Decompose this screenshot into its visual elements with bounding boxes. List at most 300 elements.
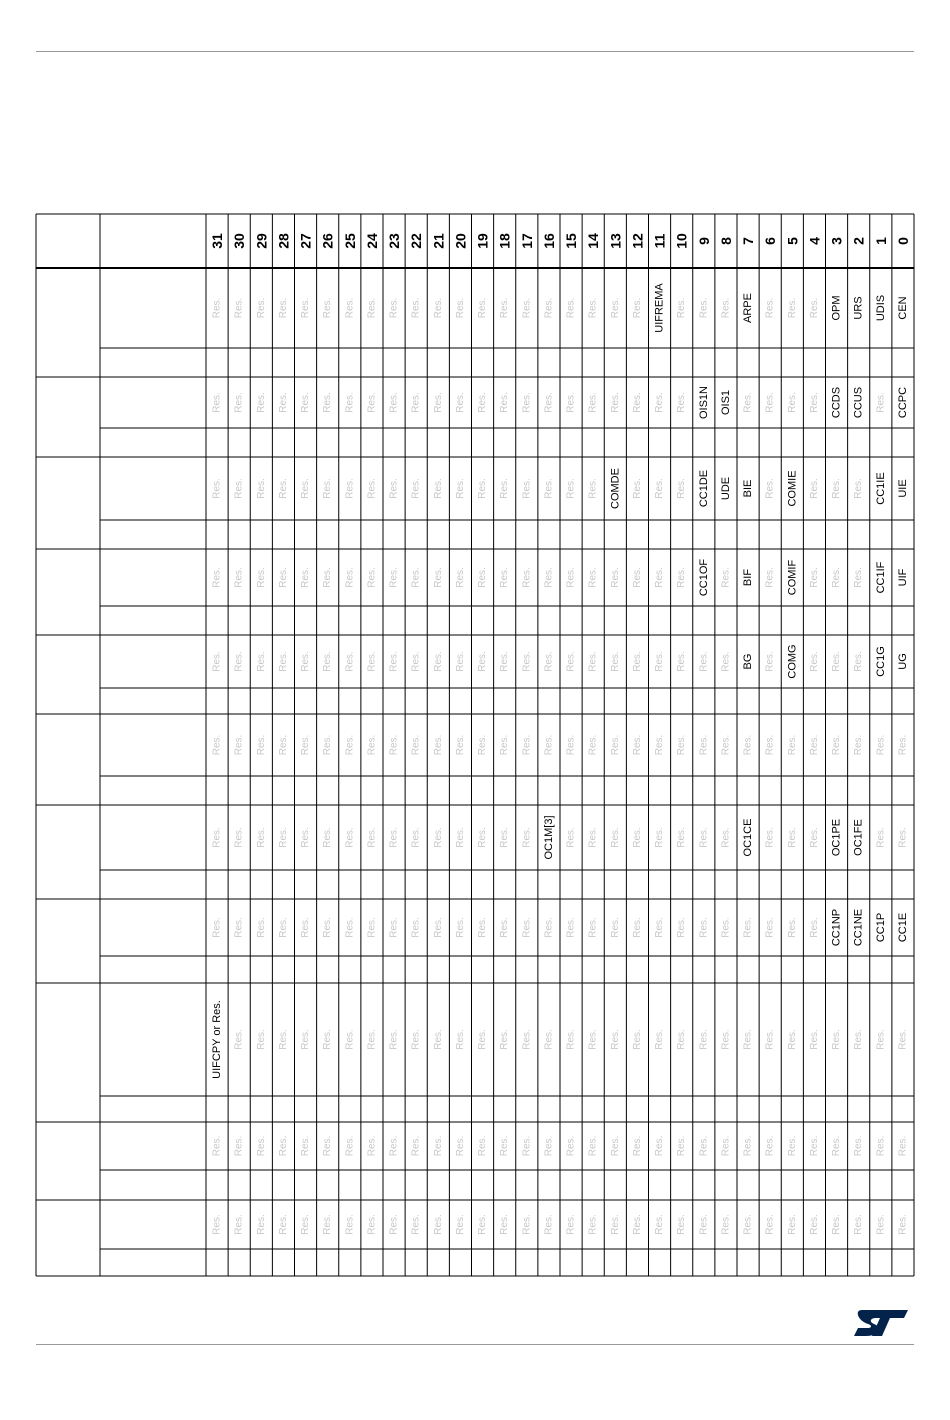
- reserved-label: Res.: [410, 567, 422, 588]
- reserved-label: Res.: [521, 478, 533, 499]
- reserved-label: Res.: [720, 917, 732, 938]
- reserved-label: Res.: [344, 1214, 356, 1235]
- reserved-label: Res.: [277, 567, 289, 588]
- reserved-label: Res.: [300, 478, 312, 499]
- reserved-label: Res.: [786, 1214, 798, 1235]
- reserved-label: Res.: [654, 1214, 666, 1235]
- reserved-label: Res.: [499, 651, 511, 672]
- reserved-label: Res.: [587, 1214, 599, 1235]
- reserved-label: Res.: [499, 1029, 511, 1050]
- reserved-label: Res.: [432, 567, 444, 588]
- reserved-label: Res.: [853, 734, 865, 756]
- reserved-label: Res.: [366, 734, 378, 756]
- reserved-label: Res.: [211, 827, 223, 848]
- reserved-label: Res.: [521, 734, 533, 756]
- reserved-label: Res.: [322, 1214, 334, 1235]
- reserved-label: Res.: [344, 917, 356, 938]
- reserved-label: Res.: [676, 478, 688, 499]
- reserved-label: Res.: [366, 392, 378, 413]
- reserved-label: Res.: [255, 734, 267, 756]
- field-label: URS: [852, 296, 865, 320]
- field-label: UG: [896, 653, 909, 670]
- reserved-label: Res.: [831, 1029, 843, 1050]
- reserved-label: Res.: [211, 651, 223, 672]
- reserved-label: Res.: [676, 1214, 688, 1235]
- reserved-label: Res.: [786, 297, 798, 319]
- reserved-label: Res.: [543, 297, 555, 319]
- reserved-label: Res.: [233, 567, 245, 588]
- reserved-label: Res.: [322, 297, 334, 319]
- reserved-label: Res.: [587, 734, 599, 756]
- reserved-label: Res.: [631, 1029, 643, 1050]
- reserved-label: Res.: [255, 1214, 267, 1235]
- reserved-label: Res.: [720, 1214, 732, 1235]
- reserved-label: Res.: [742, 392, 754, 413]
- reserved-label: Res.: [808, 1029, 820, 1050]
- field-label: OC1M[3]: [542, 815, 555, 860]
- reserved-label: Res.: [831, 567, 843, 588]
- reserved-label: Res.: [808, 392, 820, 413]
- reserved-label: Res.: [255, 1135, 267, 1157]
- reserved-label: Res.: [211, 478, 223, 499]
- reserved-label: Res.: [410, 1135, 422, 1157]
- bit-number: 26: [319, 233, 336, 249]
- bit-number: 18: [496, 233, 513, 249]
- bit-number: 29: [253, 233, 270, 249]
- reserved-label: Res.: [388, 567, 400, 588]
- reserved-label: Res.: [322, 917, 334, 938]
- reserved-label: Res.: [587, 297, 599, 319]
- field-label: ARPE: [742, 293, 755, 323]
- reserved-label: Res.: [454, 478, 466, 499]
- reserved-label: Res.: [698, 297, 710, 319]
- reserved-label: Res.: [587, 651, 599, 672]
- reserved-label: Res.: [720, 297, 732, 319]
- reserved-label: Res.: [853, 478, 865, 499]
- reserved-label: Res.: [587, 567, 599, 588]
- reserved-label: Res.: [853, 567, 865, 588]
- field-label: UIFCPY or Res.: [211, 1000, 224, 1079]
- reserved-label: Res.: [565, 917, 577, 938]
- reserved-label: Res.: [477, 917, 489, 938]
- bit-number: 25: [341, 233, 358, 249]
- reserved-label: Res.: [764, 297, 776, 319]
- reserved-label: Res.: [300, 392, 312, 413]
- bit-number: 4: [806, 237, 823, 245]
- reserved-label: Res.: [300, 297, 312, 319]
- reserved-label: Res.: [543, 478, 555, 499]
- reserved-label: Res.: [233, 827, 245, 848]
- reserved-label: Res.: [609, 917, 621, 938]
- reserved-label: Res.: [875, 392, 887, 413]
- reserved-label: Res.: [477, 1214, 489, 1235]
- bit-number: 10: [673, 233, 690, 249]
- reserved-label: Res.: [388, 297, 400, 319]
- bit-number: 5: [784, 237, 801, 245]
- reserved-label: Res.: [676, 827, 688, 848]
- reserved-label: Res.: [499, 478, 511, 499]
- reserved-label: Res.: [388, 478, 400, 499]
- reserved-label: Res.: [720, 567, 732, 588]
- reserved-label: Res.: [366, 567, 378, 588]
- field-label: CC1G: [874, 646, 887, 677]
- reserved-label: Res.: [698, 827, 710, 848]
- reserved-label: Res.: [808, 567, 820, 588]
- field-label: CC1E: [896, 912, 909, 943]
- reserved-label: Res.: [742, 1214, 754, 1235]
- reserved-label: Res.: [698, 1214, 710, 1235]
- reserved-label: Res.: [477, 392, 489, 413]
- reserved-label: Res.: [808, 827, 820, 848]
- reserved-label: Res.: [521, 297, 533, 319]
- reserved-label: Res.: [388, 1214, 400, 1235]
- reserved-label: Res.: [277, 917, 289, 938]
- reserved-label: Res.: [786, 1029, 798, 1050]
- reserved-label: Res.: [322, 1135, 334, 1157]
- field-label: UDE: [719, 476, 732, 501]
- reserved-label: Res.: [631, 392, 643, 413]
- field-label: OC1FE: [852, 819, 865, 856]
- field-label: COMG: [786, 644, 799, 679]
- reserved-label: Res.: [565, 1029, 577, 1050]
- reserved-label: Res.: [233, 478, 245, 499]
- reserved-label: Res.: [410, 651, 422, 672]
- reserved-label: Res.: [388, 827, 400, 848]
- reserved-label: Res.: [432, 478, 444, 499]
- reserved-label: Res.: [654, 478, 666, 499]
- field-label: OC1CE: [742, 818, 755, 857]
- reserved-label: Res.: [255, 917, 267, 938]
- reserved-label: Res.: [366, 651, 378, 672]
- reserved-label: Res.: [609, 1029, 621, 1050]
- bit-number: 14: [585, 233, 602, 249]
- reserved-label: Res.: [742, 1029, 754, 1050]
- bit-number: 19: [474, 233, 491, 249]
- reserved-label: Res.: [344, 392, 356, 413]
- reserved-label: Res.: [853, 1029, 865, 1050]
- reserved-label: Res.: [565, 567, 577, 588]
- field-label: UIE: [896, 479, 909, 498]
- reserved-label: Res.: [432, 734, 444, 756]
- reserved-label: Res.: [676, 1029, 688, 1050]
- reserved-label: Res.: [875, 1135, 887, 1157]
- reserved-label: Res.: [720, 651, 732, 672]
- reserved-label: Res.: [742, 917, 754, 938]
- reserved-label: Res.: [366, 478, 378, 499]
- reserved-label: Res.: [432, 1135, 444, 1157]
- reserved-label: Res.: [499, 1214, 511, 1235]
- reserved-label: Res.: [565, 1214, 577, 1235]
- reserved-label: Res.: [831, 734, 843, 756]
- reserved-label: Res.: [388, 917, 400, 938]
- reserved-label: Res.: [454, 1029, 466, 1050]
- reserved-label: Res.: [322, 567, 334, 588]
- reserved-label: Res.: [609, 1214, 621, 1235]
- reserved-label: Res.: [499, 1135, 511, 1157]
- reserved-label: Res.: [300, 734, 312, 756]
- reserved-label: Res.: [454, 297, 466, 319]
- reserved-label: Res.: [609, 392, 621, 413]
- reserved-label: Res.: [454, 651, 466, 672]
- reserved-label: Res.: [720, 1135, 732, 1157]
- reserved-label: Res.: [764, 1214, 776, 1235]
- reserved-label: Res.: [875, 1029, 887, 1050]
- field-label: CC1IE: [874, 472, 887, 505]
- st-logo-icon: [852, 1308, 910, 1338]
- reserved-label: Res.: [565, 651, 577, 672]
- reserved-label: Res.: [410, 1214, 422, 1235]
- bit-number: 2: [850, 237, 867, 245]
- reserved-label: Res.: [764, 478, 776, 499]
- reserved-label: Res.: [477, 1029, 489, 1050]
- reserved-label: Res.: [587, 917, 599, 938]
- reserved-label: Res.: [521, 392, 533, 413]
- reserved-label: Res.: [587, 478, 599, 499]
- reserved-label: Res.: [853, 651, 865, 672]
- reserved-label: Res.: [808, 917, 820, 938]
- reserved-label: Res.: [432, 392, 444, 413]
- reserved-label: Res.: [344, 651, 356, 672]
- reserved-label: Res.: [764, 1029, 776, 1050]
- reserved-label: Res.: [831, 1135, 843, 1157]
- field-label: CC1OF: [697, 558, 710, 597]
- reserved-label: Res.: [654, 1135, 666, 1157]
- reserved-label: Res.: [366, 917, 378, 938]
- reserved-label: Res.: [255, 478, 267, 499]
- reserved-label: Res.: [676, 1135, 688, 1157]
- reserved-label: Res.: [808, 297, 820, 319]
- reserved-label: Res.: [543, 734, 555, 756]
- reserved-label: Res.: [521, 567, 533, 588]
- bit-number: 12: [629, 233, 646, 249]
- field-label: OIS1: [719, 389, 732, 416]
- reserved-label: Res.: [698, 734, 710, 756]
- reserved-label: Res.: [654, 392, 666, 413]
- reserved-label: Res.: [543, 917, 555, 938]
- reserved-label: Res.: [233, 1135, 245, 1157]
- reserved-label: Res.: [277, 297, 289, 319]
- reserved-label: Res.: [543, 1214, 555, 1235]
- field-label: CC1IF: [874, 561, 887, 594]
- reserved-label: Res.: [477, 297, 489, 319]
- reserved-label: Res.: [233, 651, 245, 672]
- reserved-label: Res.: [521, 917, 533, 938]
- reserved-label: Res.: [233, 1214, 245, 1235]
- reserved-label: Res.: [654, 827, 666, 848]
- reserved-label: Res.: [499, 297, 511, 319]
- reserved-label: Res.: [631, 651, 643, 672]
- reserved-label: Res.: [255, 1029, 267, 1050]
- bit-number: 9: [695, 237, 712, 245]
- reserved-label: Res.: [631, 827, 643, 848]
- reserved-label: Res.: [388, 1135, 400, 1157]
- reserved-label: Res.: [808, 1214, 820, 1235]
- reserved-label: Res.: [631, 297, 643, 319]
- reserved-label: Res.: [609, 567, 621, 588]
- reserved-label: Res.: [609, 297, 621, 319]
- reserved-label: Res.: [454, 827, 466, 848]
- reserved-label: Res.: [300, 827, 312, 848]
- reserved-label: Res.: [499, 734, 511, 756]
- field-label: BIF: [742, 568, 755, 587]
- bit-number: 3: [828, 237, 845, 245]
- reserved-label: Res.: [233, 734, 245, 756]
- reserved-label: Res.: [543, 651, 555, 672]
- bit-number: 6: [762, 237, 779, 245]
- reserved-label: Res.: [454, 734, 466, 756]
- reserved-label: Res.: [764, 567, 776, 588]
- reserved-label: Res.: [432, 917, 444, 938]
- bit-number: 13: [607, 233, 624, 249]
- bit-number: 21: [430, 233, 447, 249]
- reserved-label: Res.: [432, 651, 444, 672]
- reserved-label: Res.: [786, 1135, 798, 1157]
- reserved-label: Res.: [344, 297, 356, 319]
- reserved-label: Res.: [255, 297, 267, 319]
- reserved-label: Res.: [543, 567, 555, 588]
- reserved-label: Res.: [366, 297, 378, 319]
- reserved-label: Res.: [654, 651, 666, 672]
- field-label: BG: [742, 653, 755, 670]
- reserved-label: Res.: [454, 392, 466, 413]
- reserved-label: Res.: [654, 1029, 666, 1050]
- reserved-label: Res.: [233, 392, 245, 413]
- field-label: CEN: [896, 296, 909, 320]
- reserved-label: Res.: [322, 827, 334, 848]
- reserved-label: Res.: [897, 1135, 909, 1157]
- reserved-label: Res.: [853, 1135, 865, 1157]
- reserved-label: Res.: [277, 1029, 289, 1050]
- reserved-label: Res.: [764, 827, 776, 848]
- reserved-label: Res.: [322, 734, 334, 756]
- bit-number: 23: [386, 233, 403, 249]
- reserved-label: Res.: [255, 651, 267, 672]
- reserved-label: Res.: [277, 827, 289, 848]
- reserved-label: Res.: [565, 297, 577, 319]
- reserved-label: Res.: [764, 651, 776, 672]
- reserved-label: Res.: [631, 1214, 643, 1235]
- reserved-label: Res.: [410, 917, 422, 938]
- field-label: CCUS: [852, 386, 865, 419]
- reserved-label: Res.: [631, 917, 643, 938]
- reserved-label: Res.: [388, 392, 400, 413]
- reserved-label: Res.: [344, 1029, 356, 1050]
- reserved-label: Res.: [676, 651, 688, 672]
- bit-number: 15: [563, 233, 580, 249]
- reserved-label: Res.: [521, 651, 533, 672]
- reserved-label: Res.: [676, 392, 688, 413]
- field-label: COMDE: [609, 468, 622, 509]
- bit-number: 30: [231, 233, 248, 249]
- reserved-label: Res.: [255, 392, 267, 413]
- bit-number: 11: [651, 233, 668, 249]
- reserved-label: Res.: [388, 651, 400, 672]
- reserved-label: Res.: [875, 734, 887, 756]
- field-label: COMIF: [786, 559, 799, 596]
- field-label: BIE: [742, 479, 755, 498]
- reserved-label: Res.: [410, 478, 422, 499]
- reserved-label: Res.: [410, 827, 422, 848]
- reserved-label: Res.: [499, 567, 511, 588]
- reserved-label: Res.: [875, 1214, 887, 1235]
- reserved-label: Res.: [300, 651, 312, 672]
- reserved-label: Res.: [609, 827, 621, 848]
- reserved-label: Res.: [786, 917, 798, 938]
- reserved-label: Res.: [477, 651, 489, 672]
- reserved-label: Res.: [432, 1029, 444, 1050]
- reserved-label: Res.: [211, 567, 223, 588]
- reserved-label: Res.: [233, 917, 245, 938]
- reserved-label: Res.: [808, 734, 820, 756]
- reserved-label: Res.: [322, 478, 334, 499]
- reserved-label: Res.: [631, 478, 643, 499]
- reserved-label: Res.: [698, 917, 710, 938]
- reserved-label: Res.: [255, 827, 267, 848]
- reserved-label: Res.: [631, 567, 643, 588]
- reserved-label: Res.: [631, 1135, 643, 1157]
- reserved-label: Res.: [808, 478, 820, 499]
- reserved-label: Res.: [300, 917, 312, 938]
- reserved-label: Res.: [786, 827, 798, 848]
- reserved-label: Res.: [831, 1214, 843, 1235]
- reserved-label: Res.: [808, 651, 820, 672]
- reserved-label: Res.: [698, 1135, 710, 1157]
- reserved-label: Res.: [410, 1029, 422, 1050]
- reserved-label: Res.: [698, 1029, 710, 1050]
- reserved-label: Res.: [233, 297, 245, 319]
- reserved-label: Res.: [211, 917, 223, 938]
- reserved-label: Res.: [831, 651, 843, 672]
- bit-number: 0: [894, 237, 911, 245]
- bit-number: 28: [275, 233, 292, 249]
- reserved-label: Res.: [499, 392, 511, 413]
- reserved-label: Res.: [211, 1135, 223, 1157]
- field-label: CC1NP: [830, 908, 843, 947]
- reserved-label: Res.: [676, 567, 688, 588]
- reserved-label: Res.: [388, 734, 400, 756]
- reserved-label: Res.: [897, 827, 909, 848]
- reserved-label: Res.: [565, 478, 577, 499]
- reserved-label: Res.: [587, 1029, 599, 1050]
- reserved-label: Res.: [477, 567, 489, 588]
- reserved-label: Res.: [300, 1135, 312, 1157]
- reserved-label: Res.: [432, 827, 444, 848]
- reserved-label: Res.: [477, 734, 489, 756]
- reserved-label: Res.: [211, 734, 223, 756]
- reserved-label: Res.: [609, 651, 621, 672]
- reserved-label: Res.: [609, 1135, 621, 1157]
- field-label: UIFREMA: [653, 283, 666, 333]
- reserved-label: Res.: [786, 392, 798, 413]
- field-label: CC1DE: [697, 469, 710, 508]
- reserved-label: Res.: [587, 1135, 599, 1157]
- reserved-label: Res.: [654, 567, 666, 588]
- field-label: OIS1N: [697, 385, 710, 420]
- reserved-label: Res.: [454, 567, 466, 588]
- reserved-label: Res.: [344, 478, 356, 499]
- bit-number: 31: [209, 233, 226, 249]
- field-label: CCDS: [830, 386, 843, 419]
- reserved-label: Res.: [454, 917, 466, 938]
- bit-number: 27: [297, 233, 314, 249]
- reserved-label: Res.: [565, 1135, 577, 1157]
- reserved-label: Res.: [410, 392, 422, 413]
- reserved-label: Res.: [543, 392, 555, 413]
- reserved-label: Res.: [720, 1029, 732, 1050]
- reserved-label: Res.: [277, 392, 289, 413]
- reserved-label: Res.: [300, 1029, 312, 1050]
- reserved-label: Res.: [277, 734, 289, 756]
